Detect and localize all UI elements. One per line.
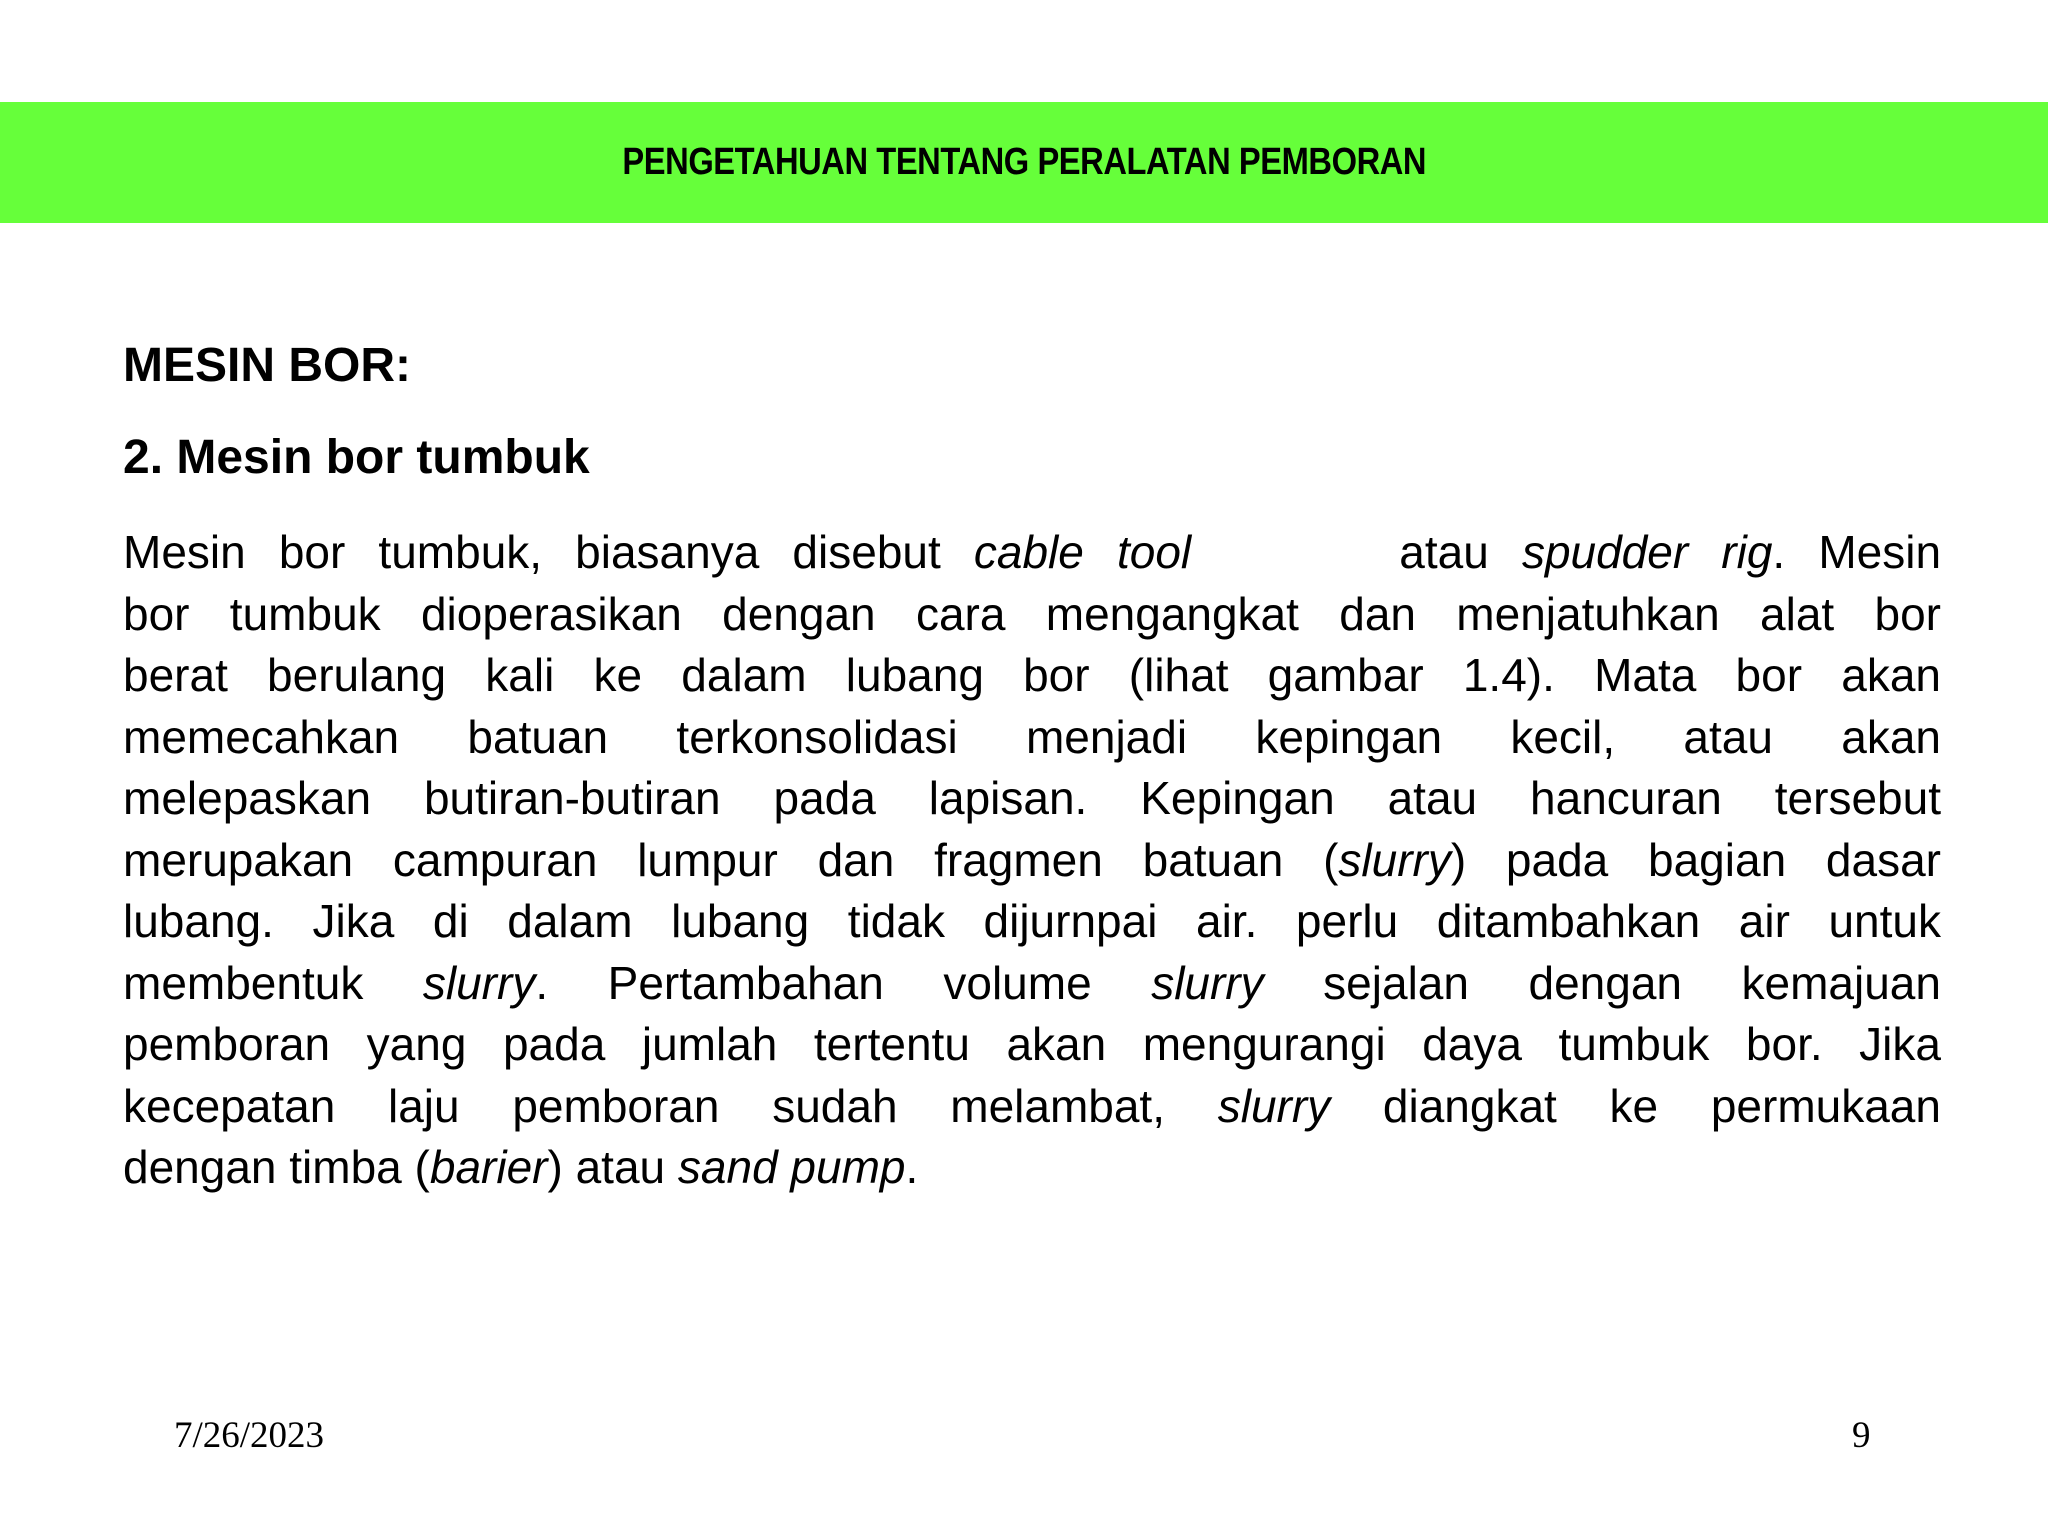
- paragraph-line-4: memecahkan batuan terkonsolidasi menjadi kepingan kecil, atau akan: [123, 710, 1941, 763]
- paragraph-line-2: bor tumbuk dioperasikan dengan cara mengangkat dan menjatuhkan alat bor: [123, 587, 1941, 640]
- banner-title: PENGETAHUAN TENTANG PERALATAN PEMBORAN: [622, 141, 1426, 183]
- title-banner: [0, 102, 2048, 223]
- footer-date: 7/26/2023: [174, 1415, 325, 1456]
- paragraph-line-9: pemboran yang pada jumlah tertentu akan mengurangi daya tumbuk bor. Jika: [123, 1018, 1941, 1070]
- page-number: 9: [1852, 1415, 1871, 1456]
- paragraph-line-8: membentuk slurry. Pertambahan volume slurry sejalan dengan kemajuan: [123, 956, 1941, 1009]
- body-paragraph: [123, 522, 1941, 1199]
- paragraph-line-10: kecepatan laju pemboran sudah melambat, slurry diangkat ke permukaan: [123, 1079, 1941, 1132]
- section-heading: MESIN BOR:: [123, 339, 411, 392]
- paragraph-line-1: Mesin bor tumbuk, biasanya disebut cable tool atau spudder rig. Mesin: [123, 526, 1942, 578]
- sub-heading: 2. Mesin bor tumbuk: [123, 431, 590, 484]
- paragraph-line-6: merupakan campuran lumpur dan fragmen batuan (slurry) pada bagian dasar: [123, 833, 1941, 886]
- paragraph-line-11: dengan timba (barier) atau sand pump.: [123, 1141, 919, 1193]
- paragraph-line-7: lubang. Jika di dalam lubang tidak dijurnpai air. perlu ditambahkan air untuk: [123, 895, 1941, 947]
- paragraph-line-3: berat berulang kali ke dalam lubang bor (lihat gambar 1.4). Mata bor akan: [123, 649, 1941, 701]
- paragraph-line-5: melepaskan butiran-butiran pada lapisan. Kepingan atau hancuran tersebut: [123, 772, 1941, 824]
